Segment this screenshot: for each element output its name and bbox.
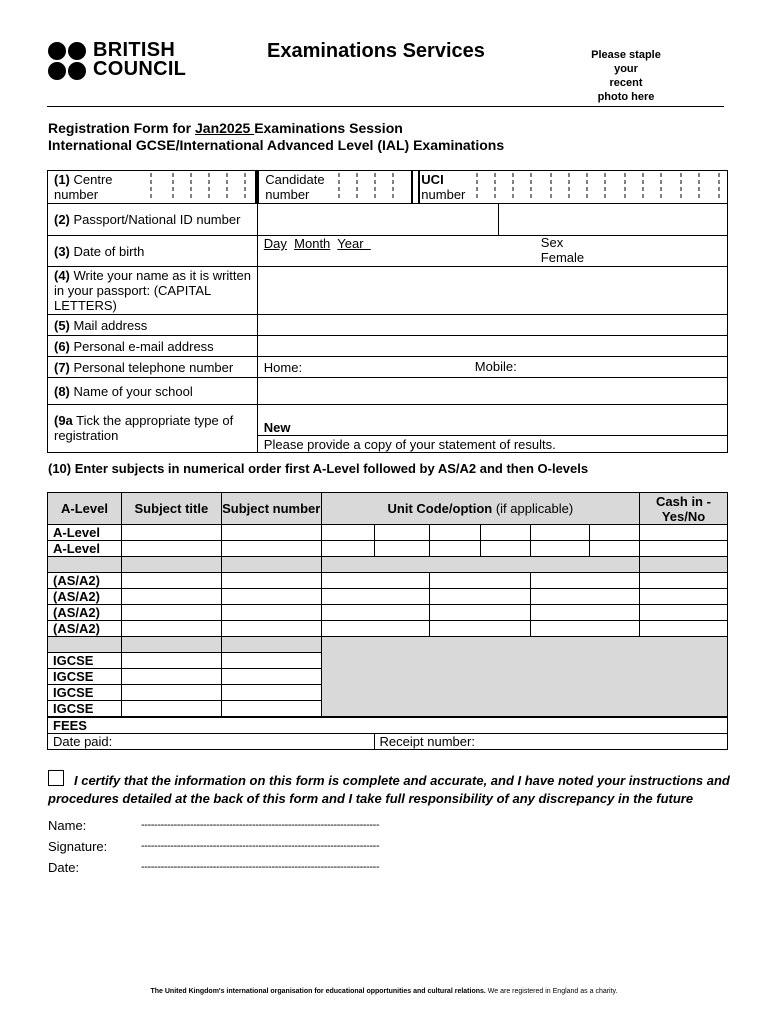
fees-label: FEES	[48, 717, 728, 734]
dob-year[interactable]: Year	[337, 236, 364, 251]
mail-label: (5) Mail address	[48, 315, 258, 336]
candidate-number-label: Candidate number	[265, 172, 325, 202]
subjects-table	[47, 492, 728, 750]
candidate-number-boxes[interactable]	[331, 173, 411, 201]
british-council-logo-icon	[48, 42, 86, 80]
header-subject-number: Subject number	[221, 493, 321, 525]
footer-note: The United Kingdom's international organisation for educational opportunities and cultural relations. We are registered in England as a charity.	[150, 988, 618, 995]
uci-label: UCI number	[421, 172, 466, 202]
centre-number-boxes	[143, 173, 253, 201]
phone-label: (7) Personal telephone number	[48, 357, 258, 378]
passport-input-extra[interactable]	[499, 204, 728, 236]
header-level: A-Level	[48, 493, 122, 525]
table-row: A-Level	[48, 541, 728, 557]
phone-home: Home:	[263, 359, 303, 375]
certify-statement: I certify that the information on this form is complete and accurate, and I have noted your instructions and procedures detailed at the back of this form and I take full responsibility of any discrepancy in the future	[48, 773, 730, 806]
dob-month[interactable]: Month	[294, 236, 331, 251]
email-input[interactable]	[257, 336, 727, 357]
form-heading-line2: International GCSE/International Advanced Level (IAL) Examinations	[48, 137, 505, 153]
table-row: (AS/A2)	[48, 621, 728, 637]
form-heading-line1: Registration Form for Jan2025 Examinations Session	[48, 120, 403, 136]
name-sign-label: Name:	[48, 818, 87, 833]
uci-separator	[411, 171, 420, 204]
passport-input[interactable]	[257, 204, 499, 236]
header-unit-code: Unit Code/option (if applicable)	[321, 493, 639, 525]
school-input[interactable]	[257, 378, 727, 405]
header-cash-in: Cash in - Yes/No	[640, 493, 728, 525]
school-label: (8) Name of your school	[48, 378, 258, 405]
table-row: (AS/A2)	[48, 573, 728, 589]
signature-line[interactable]: -------------------------------------------------------------------------	[141, 840, 380, 852]
table-row: (AS/A2)	[48, 605, 728, 621]
igcse-unit-shaded	[321, 637, 727, 718]
receipt-number-field[interactable]: Receipt number:	[374, 734, 727, 750]
phone-input[interactable]	[257, 357, 727, 378]
signature-label: Signature:	[48, 839, 108, 854]
phone-mobile: Mobile:	[474, 359, 517, 374]
table-row: IGCSE	[48, 701, 728, 718]
separator-row	[48, 557, 728, 573]
table-row: IGCSE	[48, 669, 728, 685]
registration-type-label: (9a Tick the appropriate type of registration	[48, 405, 258, 453]
date-line[interactable]: -------------------------------------------------------------------------	[141, 861, 380, 873]
uci-boxes[interactable]	[471, 173, 731, 201]
name-label: (4) Write your name as it is written in your passport: (CAPITAL LETTERS)	[48, 267, 258, 315]
personal-details-table	[47, 170, 728, 453]
registration-note: Please provide a copy of your statement of results.	[257, 436, 727, 453]
registration-new-option[interactable]: New	[257, 405, 727, 436]
session-name: Jan2025	[195, 120, 255, 136]
dob-sex-cell	[257, 236, 727, 267]
logo-text: BRITISH COUNCIL	[93, 39, 187, 80]
name-input[interactable]	[257, 267, 727, 315]
name-sign-line[interactable]: -------------------------------------------------------------------------	[141, 819, 380, 831]
header-divider	[47, 106, 724, 107]
email-label: (6) Personal e-mail address	[48, 336, 258, 357]
centre-number-field[interactable]: (1) Centre number	[48, 171, 258, 204]
table-row: A-Level	[48, 525, 728, 541]
passport-label: (2) Passport/National ID number	[48, 204, 258, 236]
table-row: IGCSE	[48, 653, 728, 669]
photo-note: Please staple your recent photo here	[591, 49, 661, 103]
subjects-heading: (10) Enter subjects in numerical order first A-Level followed by AS/A2 and then O-levels	[48, 461, 589, 476]
mail-input[interactable]	[257, 315, 727, 336]
dob-label: (3) Date of birth	[48, 236, 258, 267]
table-row: IGCSE	[48, 685, 728, 701]
sex-value: Female	[540, 250, 585, 265]
table-row: (AS/A2)	[48, 589, 728, 605]
header-subject-title: Subject title	[121, 493, 221, 525]
page-title: Examinations Services	[267, 40, 485, 62]
candidate-uci-cell	[257, 171, 727, 204]
date-label: Date:	[48, 860, 80, 875]
separator-row	[48, 637, 728, 653]
sex-field[interactable]: Sex Female	[540, 235, 585, 265]
dob-day[interactable]: Day	[263, 236, 287, 251]
date-paid-field[interactable]: Date paid:	[48, 734, 375, 750]
